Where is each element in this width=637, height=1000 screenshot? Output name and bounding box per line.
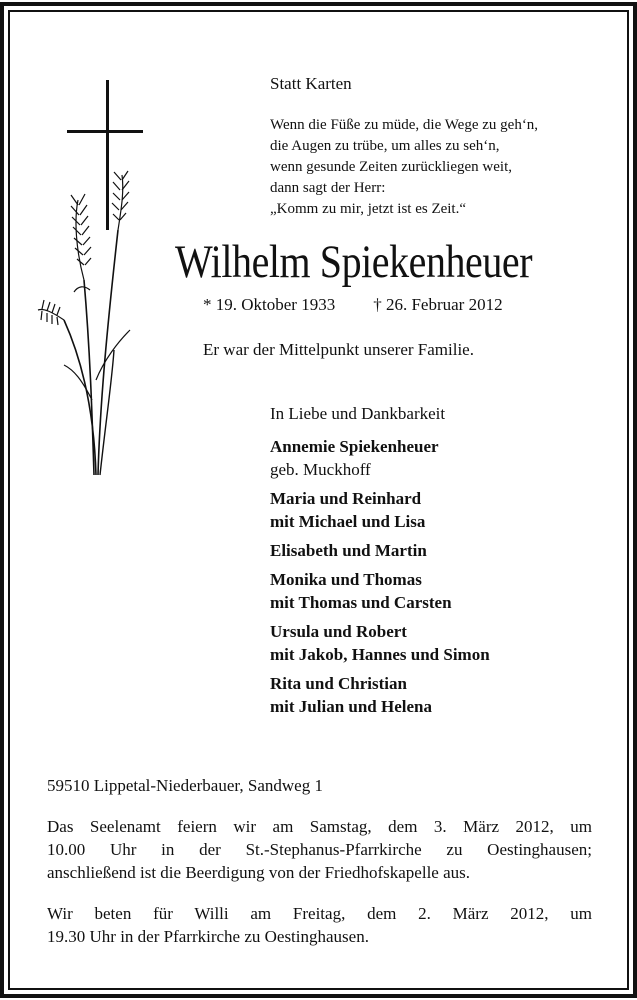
family-member: Maria und Reinhard [270, 489, 422, 508]
prayer-line: Wir beten für Willi am Freitag, dem 2. März 2012, um [47, 904, 592, 923]
birth-date: * 19. Oktober 1933 [203, 295, 336, 314]
address: 59510 Lippetal-Niederbauer, Sandweg 1 [47, 776, 323, 795]
poem-line: wenn gesunde Zeiten zurückliegen weit, [270, 159, 512, 175]
family-member: Elisabeth und Martin [270, 541, 427, 560]
poem-block [270, 73, 600, 220]
deceased-name: Wilhelm Spiekenheuer [175, 236, 533, 288]
life-dates [203, 294, 573, 316]
family-intro: In Liebe und Dankbarkeit [270, 404, 446, 423]
family-member: mit Jakob, Hannes und Simon [270, 645, 490, 664]
family-member: Monika und Thomas [270, 570, 422, 589]
family-group [270, 539, 600, 562]
family-member: mit Thomas und Carsten [270, 593, 452, 612]
prayer-line: 19.30 Uhr in der Pfarrkirche zu Oestinghausen. [47, 927, 369, 946]
family-group [270, 672, 600, 718]
poem-line: „Komm zu mir, jetzt ist es Zeit.“ [270, 201, 467, 217]
family-member-note: geb. Muckhoff [270, 460, 371, 479]
family-member: Ursula und Robert [270, 622, 407, 641]
family-member: mit Michael und Lisa [270, 512, 426, 531]
poem-line: die Augen zu trübe, um alles zu seh‘n, [270, 138, 500, 154]
family-member: mit Julian und Helena [270, 697, 433, 716]
family-group [270, 487, 600, 533]
poem-line: dann sagt der Herr: [270, 180, 386, 196]
family-group [270, 620, 600, 666]
service-line: anschließend ist die Beerdigung von der Friedhofskapelle aus. [47, 863, 470, 882]
cross-and-wheat-icon [34, 80, 154, 480]
tagline: Er war der Mittelpunkt unserer Familie. [203, 340, 474, 359]
prayer-paragraph [47, 902, 592, 948]
service-line: Das Seelenamt feiern wir am Samstag, dem 3. März 2012, um [47, 817, 592, 836]
family-group [270, 568, 600, 614]
family-member: Annemie Spiekenheuer [270, 437, 439, 456]
poem-line: Wenn die Füße zu müde, die Wege zu geh‘n, [270, 117, 539, 133]
family-list [270, 403, 600, 724]
statt-karten-label: Statt Karten [270, 74, 352, 93]
family-member: Rita und Christian [270, 674, 407, 693]
family-group [270, 435, 600, 481]
service-line: 10.00 Uhr in der St.-Stephanus-Pfarrkirche zu Oestinghausen; [47, 840, 592, 859]
service-paragraph [47, 815, 592, 884]
death-date: † 26. Februar 2012 [373, 295, 503, 314]
footer-block [47, 774, 592, 966]
